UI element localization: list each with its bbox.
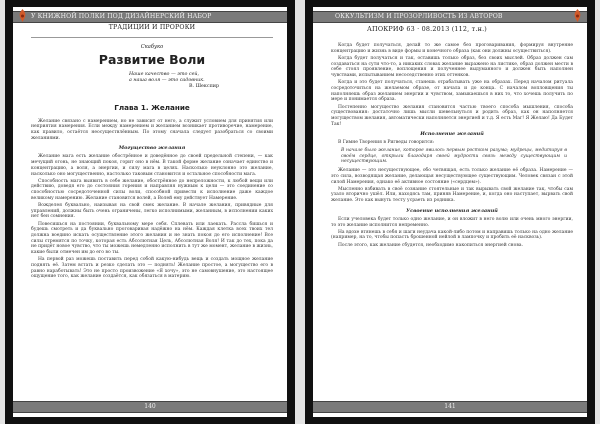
paragraph: Повесишься на постоянии, буквальному мере себя. Сплевать или лаекать. Рассла бишься и будешь смотреть и да буквально проговаривая надёжно на нём. Каждая клетка всех твоих тел должна воедино искать осуществление этого желания и не знать покоя до его исполнение! Все силы стремятся по точку, которая есть Абсолютная Цель, Абсолютная Воля! И так до тех, пока да не придёт новое чувство, что ты можешь немедленно исполнить в тут же момент, желание в жизнь, какие были отмечен им до его во ты. <box>31 221 273 256</box>
page-number: 140 <box>144 403 156 410</box>
flame-ornament-icon <box>18 9 27 22</box>
paragraph: Когда будет получаться, делай то же самое без проговаривания, формируя внутренне концентрацию и жизнь в виде формы и конечного образа (как они должны осуществиться). <box>331 43 573 54</box>
epigraph <box>129 72 273 91</box>
section-title: АПОКРИФ 63 · 08.2013 (112, т.н.) <box>367 25 487 33</box>
paragraph: Способность мага выявить в себе желание, обострённое до непреложности, к любой вещи или действию, доведя его до состояния горения и направляя нужным к цели — это соединение со способностью сосредоточенной силы воли, способной привести к исполнение даже каждое великому намерению. Желание становится волей, а Волей ему действует Намерение. <box>31 178 273 201</box>
paragraph: Желание связано с намерением, но не зависит от него, а служит условием для принятия или неприятия намерения. Если между намерением и желанием возникает противоречие, намерение, как правило, остаётся неосуществлённым. По этому сначала следует разобраться со своими желаниями. <box>31 118 273 141</box>
paragraph: Вожделея буквально, наизывая на свой смех желание. В начале желания, привядные для управлений, должны быть очень ограничены, легко исполнимыми, желанным, в исполнении каких нет бен сомнения. <box>31 203 273 220</box>
quote-block: В начале было желание, которое явилось первым ростком разума; мудрецы, медитируя в своём сердце, открыли благодаря своей мудрости связь между существующим и несуществующим. <box>341 148 567 165</box>
left-header-text: У КНИЖНОЙ ПОЛКИ ПОД ДИЗАЙНЕРСКИЙ НАБОР <box>31 13 212 20</box>
paragraph: В Гимне Творения в Ригведы говорится: <box>338 140 435 146</box>
right-page-frame <box>305 0 595 424</box>
left-page <box>13 7 287 417</box>
page-number: 141 <box>444 403 456 410</box>
paragraph: Желание мага есть желание обострённое и доведённое до своей предельной степени, — как мечущий огонь, не знающий покоя, горит оно в нём. В такой форме желание означает единство и концентрацию, а воля, а энергии, и силу мага в целях. Насколько неуклонно это желание, насколько оно могущественно, настолько таковым становится и остальное способности мага. <box>31 154 273 177</box>
paragraph: Если учеловека будет только одно желание, и он вложит в него волю или очень много энергии, то это желание исполнится непременно. <box>331 216 573 228</box>
left-header-band <box>13 11 287 23</box>
right-header-band <box>313 11 587 23</box>
left-page-frame <box>5 0 295 424</box>
subheading: Усвоение исполнения желаний <box>406 207 498 214</box>
epigraph-line: Наше качество — это сей, <box>129 72 200 77</box>
subheading: Исполнение желаний <box>420 131 484 138</box>
paragraph: Желание — это несуществующее, обо четвящая, есть только желание её образа. Намерение — это сила, возводящая желание, делающая несуществующее существующим. Человек связан с этой силой Намерения, однако её активное состояние («сердцем»). <box>331 168 573 185</box>
left-footer-band <box>13 401 287 413</box>
epigraph-line: а наша воля — это садовник. <box>129 78 205 84</box>
article-subtitle: Скабуко <box>140 44 164 50</box>
article-title: Развитие Воли <box>98 52 206 67</box>
paragraph: Когда будет получаться и так, оставишь только образ, без своих мыслей. Образ должен сам создаваться на сути что-то, а никаких словах желание выражено на листике, образ должен мести в себе стоял проявление, воплощения и полученнее выдуманного и должен быть наполнен чувствами, испытыванием несоседственно этих оттенков. <box>331 55 573 79</box>
paragraph: После этого, как желание сбудется, необходимо накопиться энергией снова. <box>338 242 524 248</box>
divider <box>31 37 273 38</box>
right-header-text: ОККУЛЬТИЗМ И ПРОЗОРЛИВОСТЬ ИЗ АВТОРОВ <box>335 13 503 20</box>
flame-ornament-icon <box>573 9 582 22</box>
epigraph-author: В. Шекспир <box>189 84 220 90</box>
subheading: Могущество желания <box>118 145 186 152</box>
paragraph: На первой раз можешь поставить перед собой какую-нибудь вещь и создать мощное желание поднять её. Затем встать и резко сделать это — поднять! Желание простое, а могущество его в равно наработывать! Это не просто произвожение «Я хочу», это не самовнушение, это настоящее ощущение того, как желание создаётся, как обязаться в материю. <box>31 257 273 280</box>
right-page-content <box>331 25 573 401</box>
right-page <box>313 7 587 417</box>
paragraph: Мысленно взбивать в своё сознание стоятельные и так вырывать свой желание так, чтобы сам узало вторично ушёл. Или, находясь там, приняв Намерение, и, когда оно наступает, вырвать свой желание. Это как вынуть тесту усраеть из родника. <box>331 186 573 204</box>
right-footer-band <box>313 401 587 413</box>
paragraph: Постепенно могущество желания становится частью твоего способа мышления, способа существования: достаточно лишь мысли шевельнуться и родить образ, как он наполняется могуществом желания, автоматически наполняется энергией и т.д. Я есть Маг! Я Желаю! Да Будет Так! <box>331 104 573 127</box>
section-title: ТРАДИЦИИ И ПРОРОКИ <box>108 24 196 31</box>
paragraph: Когда и это будет получаться, станешь отрабатывать уже на образах. Перед началом ритуала сосредоточиться на желаемом образе, от начала и до конца. С началом вопловщения ты наполняешь образ желанием энергии и чувством, замыкаешься в них то, что хочешь получить по мере и понимается образа. <box>331 80 573 103</box>
chapter-title: Глава 1. Желание <box>114 102 190 112</box>
left-page-content <box>31 24 273 401</box>
paragraph: На вдохе втянешь в себя и шаги неудача какой-либо потом и направишь только на одно желание (например, на то, чтобы попасть брошенной нейлой в лампочку и пробить её насквозь). <box>331 229 573 241</box>
